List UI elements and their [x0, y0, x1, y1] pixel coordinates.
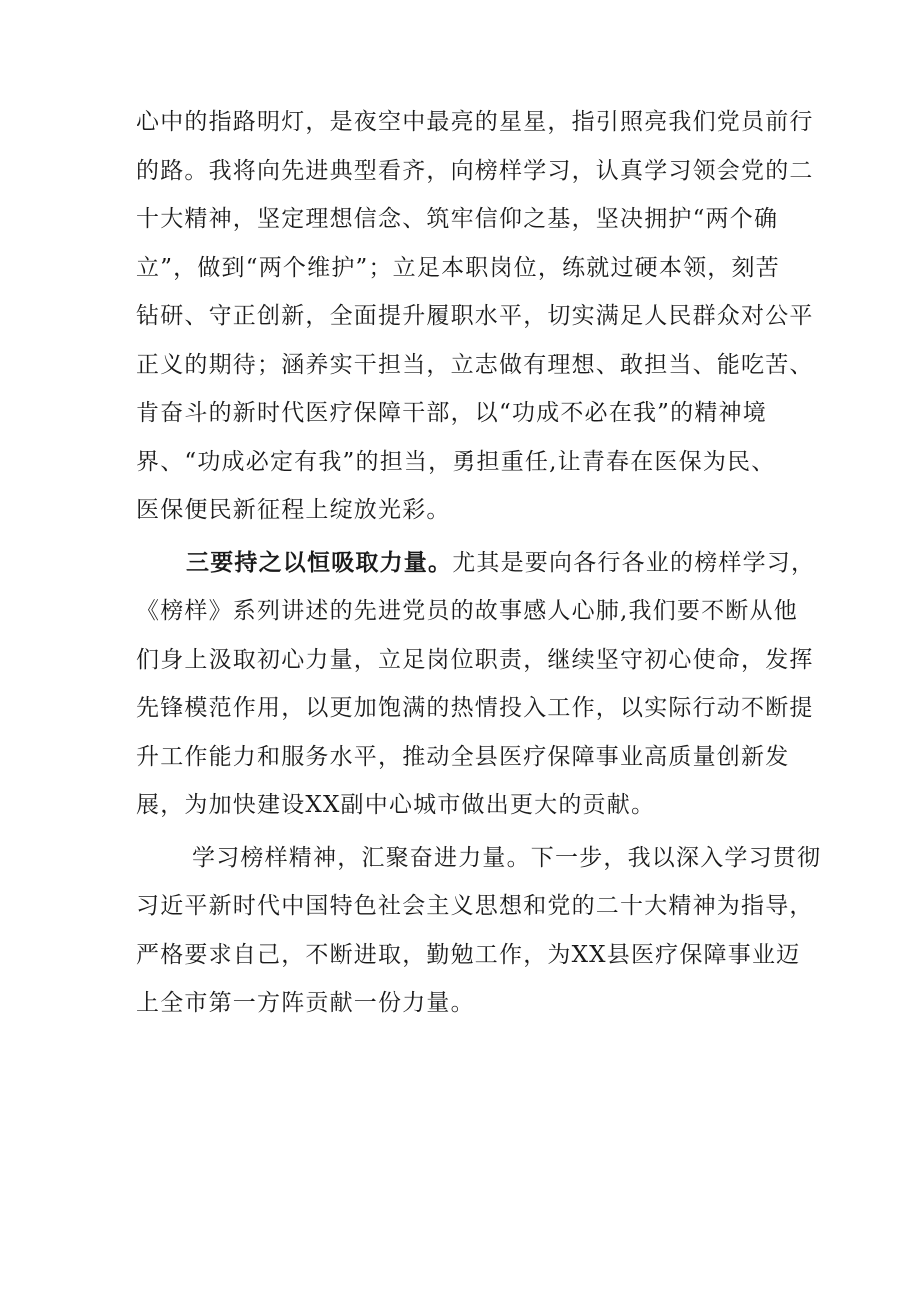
text-line: 们身上汲取初心力量，立足岗位职责，继续坚守初心使命，发挥	[136, 646, 814, 673]
text-line: 界、“功成必定有我”的担当，勇担重任,让青春在医保为民、	[136, 448, 776, 475]
text-line: 《榜样》系列讲述的先进党员的故事感人心肺,我们要不断从他	[136, 598, 798, 624]
text-line: 立”，做到“两个维护”；立足本职岗位，练就过硬本领，刻苦	[136, 254, 780, 281]
text-line: 严格要求自己，不断进取，勤勉工作，为XX县医疗保障事业迈	[136, 941, 801, 968]
document-body	[136, 98, 822, 1028]
text-line: 先锋模范作用，以更加饱满的热情投入工作，以实际行动不断提	[136, 695, 814, 721]
text-line: 肯奋斗的新时代医疗保障干部，以“功成不必在我”的精神境	[136, 400, 767, 426]
text-line: 的路。我将向先进典型看齐，向榜样学习，认真学习领会党的二	[136, 157, 814, 184]
paragraph-1	[136, 98, 814, 535]
text-line: 钻研、守正创新，全面提升履职水平，切实满足人民群众对公平	[136, 303, 814, 329]
paragraph-lead-heading: 三要持之以恒吸取力量。	[186, 548, 453, 576]
paragraph-2-first-line	[136, 539, 816, 588]
text-line: 展，为加快建设XX副中心城市做出更大的贡献。	[136, 792, 656, 818]
text-line: 医保便民新征程上绽放光彩。	[136, 497, 451, 523]
paragraph-3	[136, 834, 822, 1028]
paragraph-2-first-line-text: 尤其是要向各行各业的榜样学习，	[452, 549, 816, 576]
text-line: 上全市第一方阵贡献一份力量。	[136, 990, 475, 1016]
text-line: 习近平新时代中国特色社会主义思想和党的二十大精神为指导，	[136, 893, 814, 919]
paragraph-2	[136, 539, 816, 830]
text-line: 升工作能力和服务水平，推动全县医疗保障事业高质量创新发	[136, 743, 790, 770]
paragraph-3-first-line: 学习榜样精神，汇聚奋进力量。下一步，我以深入学习贯彻	[192, 844, 822, 871]
text-line: 心中的指路明灯，是夜空中最亮的星星，指引照亮我们党员前行	[136, 109, 814, 135]
text-line: 正义的期待；涵养实干担当，立志做有理想、敢担当、能吃苦、	[136, 351, 814, 378]
text-line: 十大精神，坚定理想信念、筑牢信仰之基，坚决拥护“两个确	[136, 206, 779, 232]
